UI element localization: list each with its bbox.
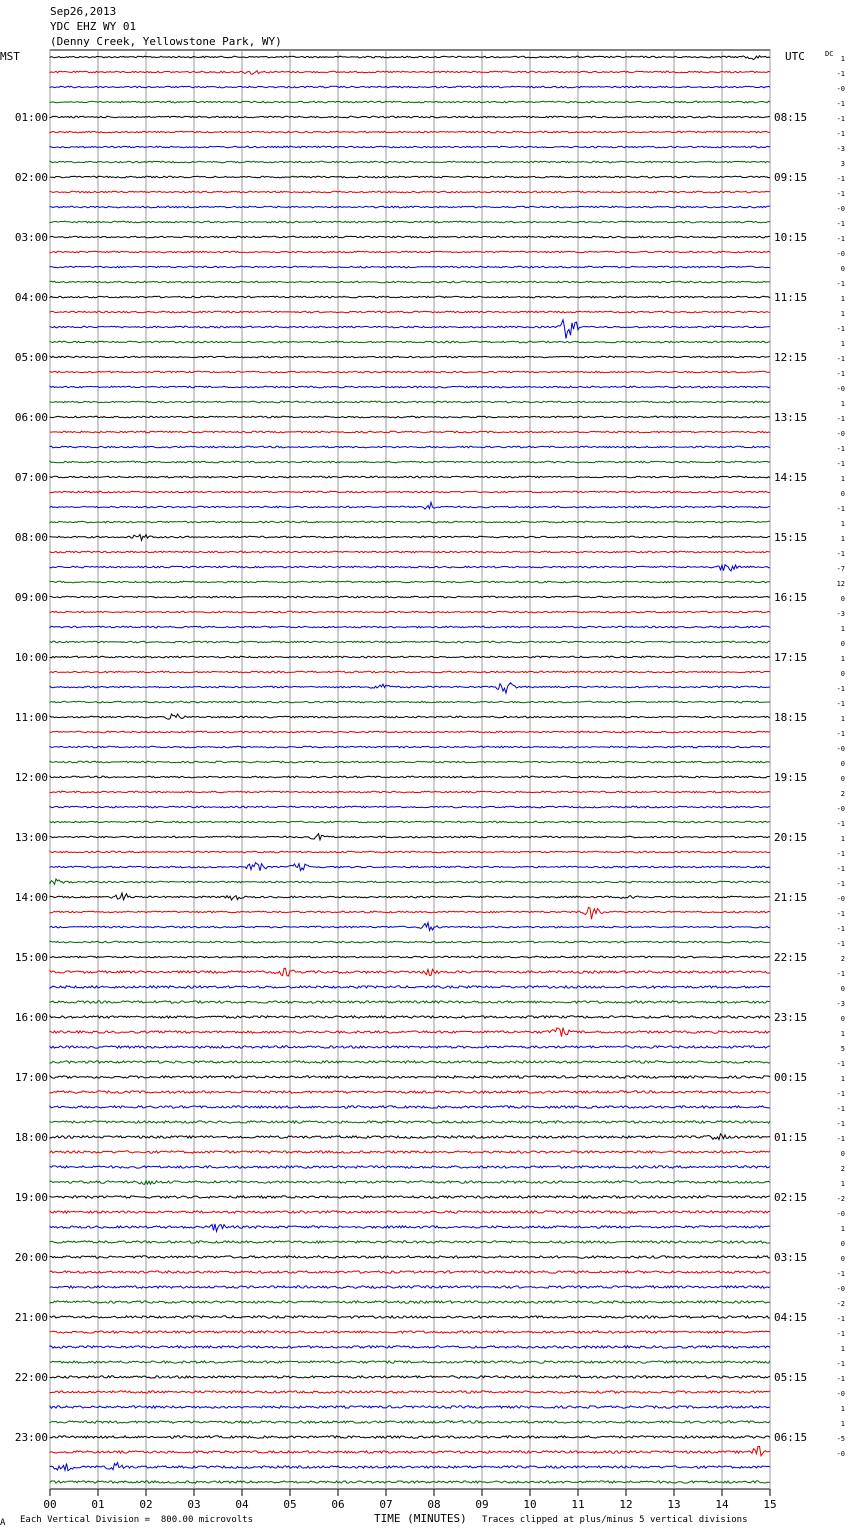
- dc-offset-label: 0: [840, 985, 845, 993]
- trace-line: [50, 476, 770, 478]
- trace-line: [50, 714, 770, 719]
- x-tick-label: 10: [523, 1498, 537, 1511]
- left-hour-label: 11:00: [14, 711, 48, 724]
- x-axis-title: TIME (MINUTES): [374, 1512, 467, 1525]
- trace-line: [50, 1196, 770, 1198]
- trace-line: [50, 776, 770, 778]
- trace-line: [50, 1301, 770, 1303]
- trace-line: [50, 701, 770, 703]
- dc-offset-label: 1: [840, 340, 845, 348]
- trace-line: [50, 101, 770, 103]
- trace-line: [50, 551, 770, 553]
- dc-offset-header: DC: [825, 50, 834, 58]
- dc-offset-label: -1: [836, 235, 845, 243]
- trace-line: [50, 161, 770, 163]
- dc-offset-label: 1: [840, 310, 845, 318]
- dc-offset-label: 0: [840, 1240, 845, 1248]
- right-hour-label: 21:15: [774, 891, 808, 904]
- x-tick-label: 13: [667, 1498, 681, 1511]
- trace-line: [50, 266, 770, 268]
- dc-offset-label: -1: [836, 1120, 845, 1128]
- left-hour-label: 19:00: [14, 1191, 48, 1204]
- trace-line: [50, 491, 770, 493]
- dc-offset-label: -1: [836, 1270, 845, 1278]
- dc-offset-label: -0: [836, 1450, 845, 1458]
- trace-line: [50, 86, 770, 88]
- right-hour-label: 16:15: [774, 591, 808, 604]
- dc-offset-label: 2: [840, 955, 845, 963]
- right-hour-label: 08:15: [774, 111, 808, 124]
- trace-line: [50, 131, 770, 133]
- dc-offset-label: 1: [840, 715, 845, 723]
- dc-offset-label: 2: [840, 790, 845, 798]
- trace-line: [50, 251, 770, 253]
- dc-offset-label: 5: [840, 1045, 845, 1053]
- trace-line: [50, 446, 770, 448]
- trace-line: [50, 116, 770, 118]
- trace-line: [50, 611, 770, 613]
- trace-line: [50, 416, 770, 418]
- dc-offset-label: -0: [836, 385, 845, 393]
- trace-line: [50, 1361, 770, 1363]
- dc-offset-label: 1: [840, 535, 845, 543]
- left-hour-label: 08:00: [14, 531, 48, 544]
- trace-line: [50, 236, 770, 238]
- dc-offset-label: -2: [836, 1195, 845, 1203]
- trace-line: [50, 221, 770, 223]
- trace-line: [50, 176, 770, 178]
- left-hour-label: 07:00: [14, 471, 48, 484]
- dc-offset-label: -1: [836, 865, 845, 873]
- trace-line: [50, 565, 770, 571]
- trace-line: [50, 56, 770, 60]
- x-tick-label: 15: [763, 1498, 777, 1511]
- dc-offset-label: -1: [836, 1360, 845, 1368]
- dc-offset-label: -3: [836, 145, 845, 153]
- trace-line: [50, 1421, 770, 1423]
- right-hour-label: 12:15: [774, 351, 808, 364]
- trace-line: [50, 1481, 770, 1483]
- dc-offset-label: -0: [836, 805, 845, 813]
- dc-offset-label: 0: [840, 775, 845, 783]
- dc-offset-label: -0: [836, 250, 845, 258]
- left-hour-label: 21:00: [14, 1311, 48, 1324]
- trace-line: [50, 746, 770, 748]
- left-hour-label: 12:00: [14, 771, 48, 784]
- trace-line: [50, 281, 770, 283]
- right-hour-label: 10:15: [774, 231, 808, 244]
- trace-line: [50, 1211, 770, 1213]
- trace-line: [50, 320, 770, 339]
- trace-line: [50, 401, 770, 403]
- trace-line: [50, 851, 770, 853]
- trace-line: [50, 296, 770, 298]
- x-tick-label: 05: [283, 1498, 297, 1511]
- dc-offset-label: -1: [836, 445, 845, 453]
- right-hour-label: 19:15: [774, 771, 808, 784]
- trace-line: [50, 907, 770, 919]
- trace-line: [50, 431, 770, 433]
- left-hour-label: 05:00: [14, 351, 48, 364]
- dc-offset-label: 1: [840, 295, 845, 303]
- trace-line: [50, 656, 770, 658]
- trace-line: [50, 596, 770, 598]
- left-hour-label: 15:00: [14, 951, 48, 964]
- dc-offset-label: -0: [836, 895, 845, 903]
- trace-line: [50, 1134, 770, 1140]
- dc-offset-label: 1: [840, 1225, 845, 1233]
- dc-offset-label: -1: [836, 1060, 845, 1068]
- dc-offset-label: 0: [840, 1150, 845, 1158]
- dc-offset-label: -1: [836, 550, 845, 558]
- dc-offset-label: -1: [836, 130, 845, 138]
- left-hour-label: 14:00: [14, 891, 48, 904]
- dc-offset-label: -1: [836, 370, 845, 378]
- right-hour-label: 17:15: [774, 651, 808, 664]
- left-hour-label: 04:00: [14, 291, 48, 304]
- dc-offset-label: -0: [836, 85, 845, 93]
- trace-line: [50, 1436, 770, 1438]
- dc-offset-label: -1: [836, 1375, 845, 1383]
- left-hour-label: 23:00: [14, 1431, 48, 1444]
- trace-line: [50, 1224, 770, 1232]
- dc-offset-label: -0: [836, 1390, 845, 1398]
- trace-line: [50, 806, 770, 808]
- dc-offset-label: 0: [840, 1015, 845, 1023]
- x-tick-label: 14: [715, 1498, 729, 1511]
- scale-note: Each Vertical Division = 800.00 microvolts: [20, 1515, 253, 1525]
- dc-offset-label: -1: [836, 1090, 845, 1098]
- right-hour-label: 18:15: [774, 711, 808, 724]
- right-hour-label: 23:15: [774, 1011, 808, 1024]
- dc-offset-label: 1: [840, 1420, 845, 1428]
- trace-line: [50, 1046, 770, 1048]
- trace-line: [50, 71, 770, 74]
- dc-offset-label: -3: [836, 1000, 845, 1008]
- trace-line: [50, 1376, 770, 1378]
- trace-line: [50, 581, 770, 583]
- trace-line: [50, 1406, 770, 1408]
- dc-offset-label: -1: [836, 940, 845, 948]
- axis-labels: [0, 50, 845, 1511]
- dc-offset-label: -1: [836, 190, 845, 198]
- corner-mark: A: [0, 1518, 6, 1528]
- right-hour-label: 20:15: [774, 831, 808, 844]
- dc-offset-label: 1: [840, 625, 845, 633]
- trace-line: [50, 341, 770, 343]
- dc-offset-label: -1: [836, 70, 845, 78]
- x-tick-label: 11: [571, 1498, 585, 1511]
- dc-offset-label: -1: [836, 700, 845, 708]
- trace-line: [50, 1061, 770, 1063]
- x-tick-label: 01: [91, 1498, 105, 1511]
- x-tick-label: 04: [235, 1498, 249, 1511]
- dc-offset-label: -7: [836, 565, 845, 573]
- x-tick-label: 06: [331, 1498, 345, 1511]
- trace-line: [50, 893, 770, 900]
- dc-offset-label: 1: [840, 1180, 845, 1188]
- dc-offset-label: -1: [836, 115, 845, 123]
- dc-offset-label: 1: [840, 1075, 845, 1083]
- dc-offset-label: -0: [836, 1210, 845, 1218]
- trace-line: [50, 356, 770, 358]
- trace-line: [50, 461, 770, 463]
- x-tick-label: 09: [475, 1498, 489, 1511]
- trace-line: [50, 1151, 770, 1153]
- trace-line: [50, 641, 770, 643]
- trace-line: [50, 386, 770, 388]
- dc-offset-label: -1: [836, 1105, 845, 1113]
- trace-line: [50, 731, 770, 733]
- dc-offset-label: 0: [840, 670, 845, 678]
- station-location: (Denny Creek, Yellowstone Park, WY): [50, 35, 282, 48]
- dc-offset-label: 1: [840, 1405, 845, 1413]
- trace-line: [50, 968, 770, 976]
- left-hour-label: 09:00: [14, 591, 48, 604]
- trace-line: [50, 683, 770, 693]
- x-tick-label: 00: [43, 1498, 57, 1511]
- dc-offset-label: -0: [836, 745, 845, 753]
- x-tick-label: 02: [139, 1498, 153, 1511]
- dc-offset-label: 2: [840, 1165, 845, 1173]
- right-hour-label: 22:15: [774, 951, 808, 964]
- trace-line: [50, 821, 770, 823]
- dc-offset-label: -1: [836, 910, 845, 918]
- trace-line: [50, 1091, 770, 1093]
- right-hour-label: 09:15: [774, 171, 808, 184]
- right-hour-label: 06:15: [774, 1431, 808, 1444]
- trace-line: [50, 1166, 770, 1168]
- left-hour-label: 06:00: [14, 411, 48, 424]
- dc-offset-label: 12: [836, 580, 845, 588]
- x-tick-label: 07: [379, 1498, 393, 1511]
- left-hour-label: 20:00: [14, 1251, 48, 1264]
- trace-line: [50, 941, 770, 943]
- dc-offset-label: -1: [836, 730, 845, 738]
- dc-offset-label: -0: [836, 205, 845, 213]
- dc-offset-label: -1: [836, 970, 845, 978]
- left-hour-label: 17:00: [14, 1071, 48, 1084]
- dc-offset-label: 1: [840, 655, 845, 663]
- dc-offset-label: 0: [840, 640, 845, 648]
- right-hour-label: 03:15: [774, 1251, 808, 1264]
- trace-line: [50, 502, 770, 509]
- right-hour-label: 05:15: [774, 1371, 808, 1384]
- right-hour-label: 00:15: [774, 1071, 808, 1084]
- right-hour-label: 04:15: [774, 1311, 808, 1324]
- dc-offset-label: -1: [836, 355, 845, 363]
- trace-line: [50, 1028, 770, 1037]
- trace-line: [50, 1463, 770, 1471]
- right-hour-label: 02:15: [774, 1191, 808, 1204]
- left-timezone-label: MST: [0, 50, 20, 63]
- trace-line: [50, 834, 770, 840]
- dc-offset-label: -1: [836, 325, 845, 333]
- right-timezone-label: UTC: [785, 50, 805, 63]
- trace-line: [50, 1076, 770, 1078]
- dc-offset-label: 0: [840, 265, 845, 273]
- trace-line: [50, 535, 770, 541]
- right-hour-label: 15:15: [774, 531, 808, 544]
- dc-offset-label: -1: [836, 1330, 845, 1338]
- dc-offset-label: -1: [836, 280, 845, 288]
- right-hour-label: 11:15: [774, 291, 808, 304]
- left-hour-label: 02:00: [14, 171, 48, 184]
- x-tick-label: 08: [427, 1498, 441, 1511]
- trace-line: [50, 923, 770, 931]
- dc-offset-label: 1: [840, 1345, 845, 1353]
- trace-line: [50, 311, 770, 313]
- dc-offset-label: 0: [840, 595, 845, 603]
- left-hour-label: 03:00: [14, 231, 48, 244]
- dc-offset-label: -1: [836, 850, 845, 858]
- trace-line: [50, 863, 770, 871]
- dc-offset-label: -1: [836, 220, 845, 228]
- dc-offset-label: -1: [836, 1315, 845, 1323]
- trace-line: [50, 1181, 770, 1185]
- trace-rows: [50, 56, 770, 1484]
- dc-offset-label: -1: [836, 925, 845, 933]
- left-hour-label: 10:00: [14, 651, 48, 664]
- dc-offset-label: -2: [836, 1300, 845, 1308]
- trace-line: [50, 191, 770, 193]
- dc-offset-label: 1: [840, 55, 845, 63]
- trace-line: [50, 1286, 770, 1288]
- right-hour-label: 14:15: [774, 471, 808, 484]
- trace-line: [50, 1016, 770, 1018]
- dc-offset-label: -1: [836, 460, 845, 468]
- dc-offset-label: 0: [840, 760, 845, 768]
- plot-date: Sep26,2013: [50, 5, 117, 18]
- dc-offset-label: -5: [836, 1435, 845, 1443]
- trace-line: [50, 1346, 770, 1348]
- trace-line: [50, 879, 770, 885]
- dc-offset-label: -0: [836, 430, 845, 438]
- right-hour-label: 13:15: [774, 411, 808, 424]
- trace-line: [50, 1001, 770, 1003]
- dc-offset-label: -1: [836, 820, 845, 828]
- trace-line: [50, 1121, 770, 1123]
- dc-offset-label: -0: [836, 1285, 845, 1293]
- trace-line: [50, 1446, 770, 1455]
- dc-offset-label: 1: [840, 835, 845, 843]
- dc-offset-label: -1: [836, 1135, 845, 1143]
- trace-line: [50, 521, 770, 523]
- dc-offset-label: 3: [840, 160, 845, 168]
- dc-offset-label: -1: [836, 505, 845, 513]
- dc-offset-label: 1: [840, 520, 845, 528]
- dc-offset-label: 1: [840, 400, 845, 408]
- trace-line: [50, 1391, 770, 1393]
- x-tick-label: 12: [619, 1498, 633, 1511]
- trace-line: [50, 986, 770, 988]
- left-hour-label: 18:00: [14, 1131, 48, 1144]
- left-hour-label: 13:00: [14, 831, 48, 844]
- trace-line: [50, 371, 770, 373]
- dc-offset-label: -1: [836, 685, 845, 693]
- dc-offset-label: -1: [836, 415, 845, 423]
- trace-line: [50, 206, 770, 208]
- trace-line: [50, 956, 770, 958]
- trace-line: [50, 791, 770, 793]
- station-name: YDC EHZ WY 01: [50, 20, 137, 33]
- dc-offset-label: -1: [836, 880, 845, 888]
- left-hour-label: 22:00: [14, 1371, 48, 1384]
- clip-note: Traces clipped at plus/minus 5 vertical divisions: [482, 1515, 748, 1525]
- trace-line: [50, 1256, 770, 1258]
- dc-offset-label: -3: [836, 610, 845, 618]
- trace-line: [50, 1271, 770, 1273]
- left-hour-label: 01:00: [14, 111, 48, 124]
- dc-offset-label: 0: [840, 1255, 845, 1263]
- dc-offset-label: -1: [836, 100, 845, 108]
- dc-offset-label: 0: [840, 490, 845, 498]
- trace-line: [50, 1241, 770, 1243]
- right-hour-label: 01:15: [774, 1131, 808, 1144]
- trace-line: [50, 1316, 770, 1318]
- dc-offset-label: -1: [836, 175, 845, 183]
- trace-line: [50, 1331, 770, 1333]
- x-tick-label: 03: [187, 1498, 201, 1511]
- left-hour-label: 16:00: [14, 1011, 48, 1024]
- trace-line: [50, 146, 770, 148]
- dc-offset-label: 1: [840, 475, 845, 483]
- trace-line: [50, 1106, 770, 1108]
- trace-line: [50, 761, 770, 763]
- trace-line: [50, 671, 770, 673]
- trace-line: [50, 626, 770, 628]
- dc-offset-label: 1: [840, 1030, 845, 1038]
